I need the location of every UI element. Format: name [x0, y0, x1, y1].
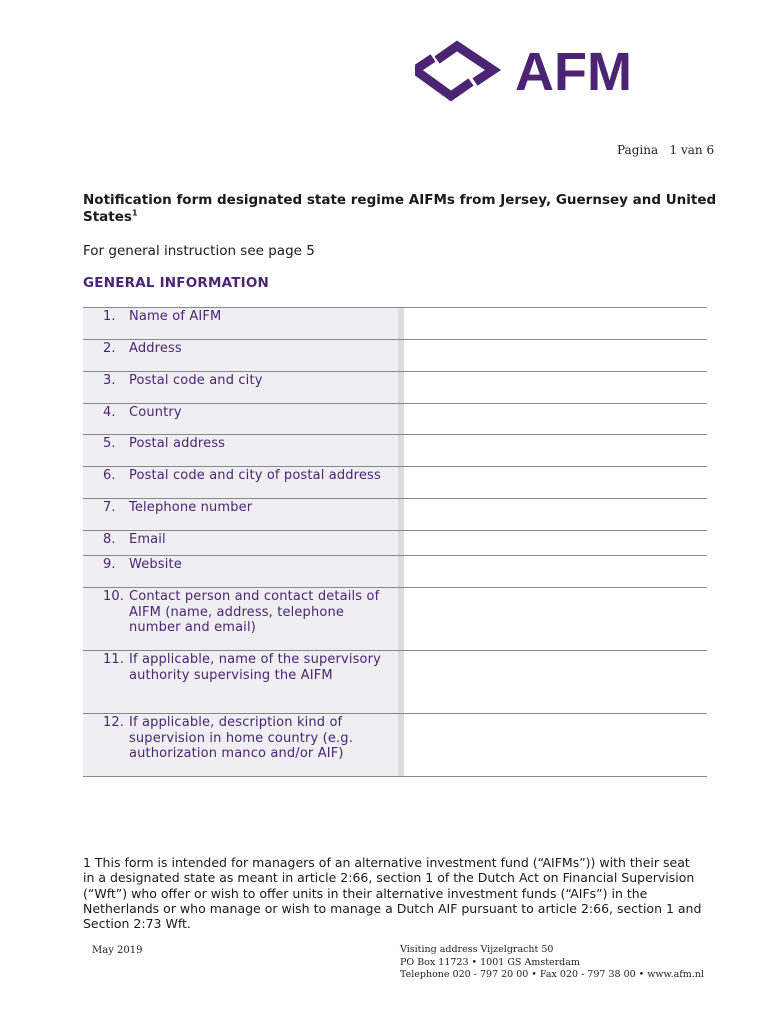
row-number: 3. [103, 373, 116, 388]
row-label: Postal address [129, 436, 226, 451]
afm-eye-logo-icon [415, 40, 675, 102]
form-row-label [83, 372, 403, 404]
email-field[interactable] [403, 531, 707, 556]
row-number: 7. [103, 500, 116, 515]
form-row [83, 651, 707, 714]
row-number: 4. [103, 405, 116, 420]
form-row-label [83, 651, 403, 714]
form-row-label [83, 556, 403, 588]
footer-address [400, 944, 704, 982]
row-number: 11. [103, 652, 125, 667]
form-row [83, 340, 707, 372]
form-row [83, 556, 707, 588]
logo-text: AFM [515, 42, 632, 102]
country-field[interactable] [403, 404, 707, 435]
form-row-label [83, 499, 403, 531]
name-of-aifm-field[interactable] [403, 308, 707, 340]
address-field[interactable] [403, 340, 707, 372]
contact-person-field[interactable] [403, 588, 707, 651]
supervision-description-field[interactable] [403, 714, 707, 777]
row-number: 1. [103, 309, 116, 324]
form-row-label [83, 404, 403, 435]
row-label: Telephone number [129, 500, 253, 515]
footer-contact: Telephone 020 - 797 20 00 • Fax 020 - 797 38 00 • www.afm.nl [400, 969, 704, 980]
row-number: 6. [103, 468, 116, 483]
form-row-label [83, 340, 403, 372]
postal-address-field[interactable] [403, 435, 707, 467]
form-row [83, 714, 707, 777]
form-row-label [83, 435, 403, 467]
footer-po-box: PO Box 11723 • 1001 GS Amsterdam [400, 956, 580, 968]
row-number: 9. [103, 557, 116, 572]
row-label: Address [129, 341, 182, 356]
form-row-label [83, 714, 403, 777]
row-label: Postal code and city [129, 373, 263, 388]
row-number: 12. [103, 715, 125, 730]
form-row [83, 308, 707, 340]
afm-logo [415, 40, 675, 102]
form-row [83, 499, 707, 531]
form-row [83, 531, 707, 556]
form-row [83, 435, 707, 467]
form-row [83, 588, 707, 651]
row-label: Name of AIFM [129, 309, 222, 324]
general-information-form [83, 307, 707, 777]
footnote: 1 This form is intended for managers of an alternative investment fund (“AIFMs”)) with their seat in a designated state as meant in article 2:66, section 1 of the Dutch Act on Financial Supervision (“Wft”) who offer or wish to offer units in their alternative investment funds (“AIFs”) in the Netherlands or who manage or wish to manage a Dutch AIF pursuant to article 2:66, section 1 and Section 2:73 Wft. [83, 855, 702, 932]
document-title [83, 192, 723, 226]
row-label: If applicable, name of the supervisory authority supervising the AIFM [129, 652, 381, 683]
footer-visiting-address: Visiting address Vijzelgracht 50 [400, 944, 554, 955]
row-number: 2. [103, 341, 116, 356]
section-heading: GENERAL INFORMATION [83, 275, 270, 291]
row-number: 10. [103, 589, 125, 604]
form-row [83, 372, 707, 404]
row-label: Country [129, 405, 182, 420]
form-row [83, 404, 707, 435]
document-title-text: Notification form designated state regime AIFMs from Jersey, Guernsey and United States [83, 192, 717, 225]
website-field[interactable] [403, 556, 707, 588]
title-footnote-marker: 1 [131, 208, 138, 218]
telephone-number-field[interactable] [403, 499, 707, 531]
row-label: Contact person and contact details of AIFM (name, address, telephone number and email) [129, 589, 380, 636]
form-row [83, 467, 707, 499]
page-number: Pagina 1 van 6 [617, 143, 715, 157]
footer-date: May 2019 [92, 945, 143, 956]
row-label: Postal code and city of postal address [129, 468, 381, 483]
form-row-label [83, 467, 403, 499]
row-label: Website [129, 557, 182, 572]
row-label: Email [129, 532, 166, 547]
postal-code-city-postal-address-field[interactable] [403, 467, 707, 499]
form-row-label [83, 531, 403, 556]
row-number: 8. [103, 532, 116, 547]
general-instruction: For general instruction see page 5 [83, 243, 315, 259]
row-number: 5. [103, 436, 116, 451]
row-label: If applicable, description kind of supervision in home country (e.g. authorization manco and/or AIF) [129, 715, 353, 762]
supervisory-authority-field[interactable] [403, 651, 707, 714]
form-row-label [83, 588, 403, 651]
form-row-label [83, 308, 403, 340]
postal-code-city-field[interactable] [403, 372, 707, 404]
